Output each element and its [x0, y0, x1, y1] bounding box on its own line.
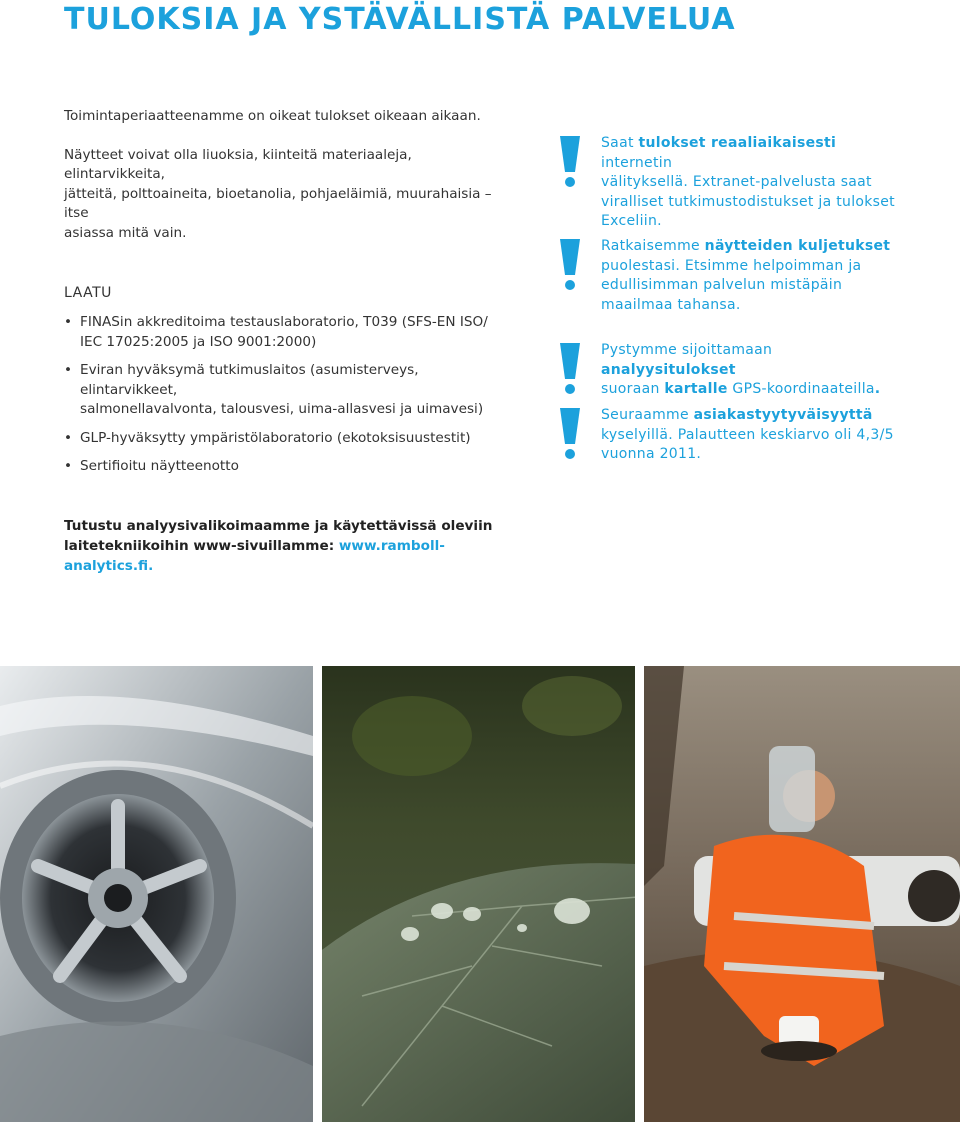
highlight-text: vuonna 2011.	[601, 446, 702, 462]
page-title: TULOKSIA JA YSTÄVÄLLISTÄ PALVELUA	[64, 2, 736, 37]
highlight-text: suoraan	[601, 381, 665, 397]
highlight-text: välityksellä. Extranet-palvelusta saat	[601, 174, 872, 190]
highlight-text: kyselyillä. Palautteen keskiarvo oli 4,3/5	[601, 426, 894, 443]
list-item-text: GLP-hyväksytty ympäristölaboratorio (ekotoksisuustestit)	[80, 429, 471, 446]
drain-photo	[0, 666, 313, 1122]
highlight-text: Saat	[601, 135, 639, 151]
highlight-text: maailmaa tahansa.	[601, 296, 741, 313]
leaf-water-drops-photo	[322, 666, 635, 1122]
highlight-text: internetin	[601, 154, 673, 171]
bullet: •	[64, 362, 73, 378]
list-item-text: Eviran hyväksymä tutkimuslaitos (asumisterveys, elintarvikkeet,	[80, 362, 419, 398]
bullet: •	[64, 314, 73, 330]
highlight-text: edullisimman palvelun mistäpäin	[601, 277, 843, 293]
intro-text	[64, 107, 514, 243]
list-item-text: Sertifioitu näytteenotto	[80, 458, 239, 474]
list-item-text: salmonellavalvonta, talousvesi, uima-allasvesi ja uimavesi)	[80, 401, 484, 417]
intro-line: Näytteet voivat olla liuoksia, kiinteitä materiaaleja, elintarvikkeita,	[64, 146, 412, 182]
highlight-text: GPS-koordinaateilla	[727, 381, 875, 397]
highlight-text: Ratkaisemme	[601, 238, 705, 254]
intro-paragraph-2	[64, 146, 514, 244]
website-link[interactable]: www.ramboll-analytics.fi.	[64, 538, 445, 574]
exclamation-icon	[557, 406, 583, 462]
exclamation-icon	[557, 237, 583, 293]
highlight-bold: asiakastyytyväisyyttä	[693, 407, 873, 423]
cta-text: laitetekniikoihin www-sivuillamme:	[64, 538, 339, 554]
list-item-text: IEC 17025:2005 ja ISO 9001:2000)	[80, 333, 317, 350]
field-technician-photo	[644, 666, 960, 1122]
laatu-list	[64, 313, 519, 486]
highlight-text: Exceliin.	[601, 213, 662, 229]
highlight-text: Pystymme sijoittamaan	[601, 342, 773, 358]
highlight-bold: kartalle	[664, 381, 728, 397]
highlight-text: viralliset tutkimustodistukset ja tulokset	[601, 193, 895, 210]
intro-paragraph-1: Toimintaperiaatteenamme on oikeat tulokset oikeaan aikaan.	[64, 108, 481, 124]
exclamation-icon	[557, 341, 583, 397]
list-item	[64, 313, 519, 352]
highlight-bold: analyysitulokset	[601, 361, 736, 378]
highlight-text: Seuraamme	[601, 407, 694, 423]
cta-text: Tutustu analyysivalikoimaamme ja käytettävissä oleviin	[64, 518, 493, 534]
highlight-bold: tulokset reaaliaikaisesti	[638, 135, 837, 151]
list-item-text: FINASin akkreditoima testauslaboratorio, T039 (SFS-EN ISO/	[80, 314, 488, 330]
bullet: •	[64, 458, 73, 474]
highlight-bold: .	[874, 381, 881, 397]
list-item	[64, 457, 519, 477]
list-item	[64, 429, 519, 449]
intro-line: asiassa mitä vain.	[64, 224, 187, 241]
laatu-heading: LAATU	[64, 285, 112, 301]
intro-line: jätteitä, polttoaineita, bioetanolia, pohjaeläimiä, muurahaisia – itse	[64, 185, 492, 221]
bullet: •	[64, 429, 73, 446]
list-item	[64, 361, 519, 420]
highlight-text: puolestasi. Etsimme helpoimman ja	[601, 257, 862, 274]
highlight-bold: näytteiden kuljetukset	[704, 238, 891, 254]
exclamation-icon	[557, 134, 583, 190]
website-cta	[64, 516, 524, 576]
